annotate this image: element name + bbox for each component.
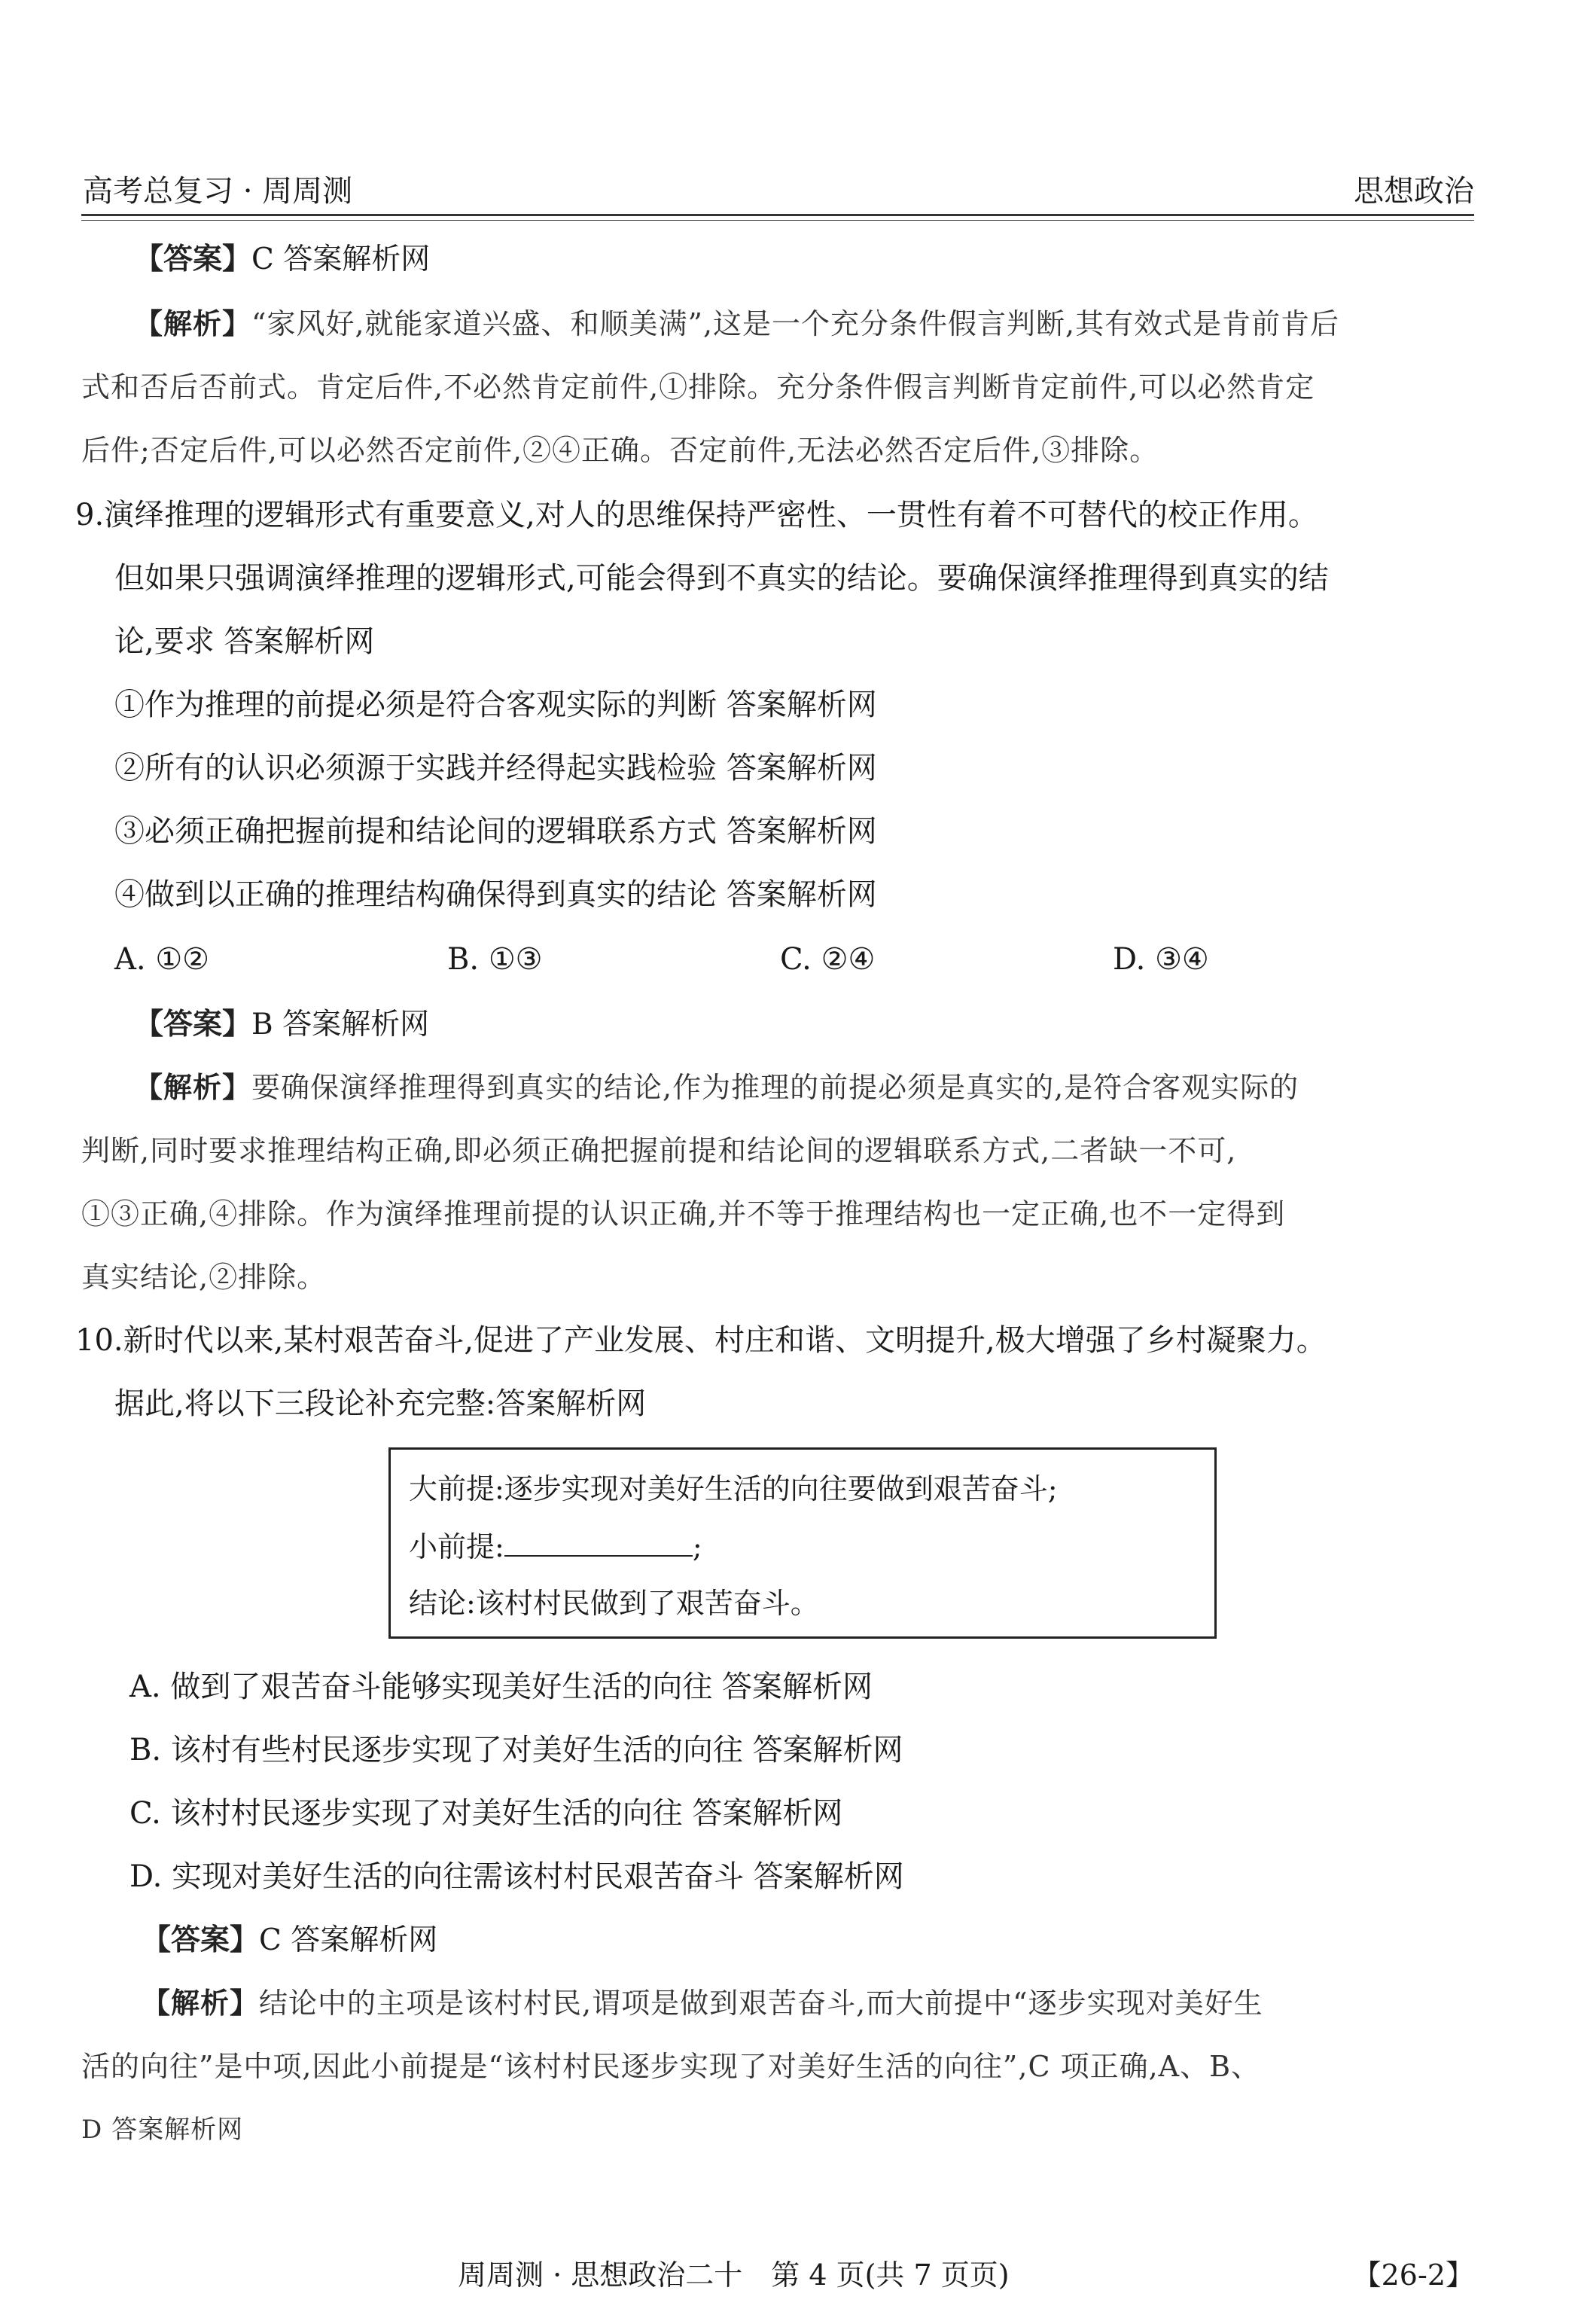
q8-explanation-line: 后件;否定后件,可以必然否定前件,②④正确。否定前件,无法必然否定后件,③排除。 bbox=[81, 434, 1159, 467]
blank-line bbox=[504, 1528, 693, 1557]
q9-option-d: D. ③④ bbox=[1113, 942, 1209, 977]
q8-explanation-line: 【解析】“家风好,就能家道兴盛、和顺美满”,这是一个充分条件假言判断,其有效式是肯前肯后 bbox=[134, 307, 1340, 340]
syllogism-box bbox=[388, 1447, 1217, 1639]
q9-item: ①作为推理的前提必须是符合客观实际的判断 答案解析网 bbox=[114, 688, 877, 722]
footer-page-info: 周周测 · 思想政治二十 第 4 页(共 7 页页) bbox=[458, 2258, 1010, 2292]
q9-stem-line: 但如果只强调演绎推理的逻辑形式,可能会得到不真实的结论。要确保演绎推理得到真实的结 bbox=[114, 561, 1329, 596]
answer-label: 【答案】 bbox=[134, 1007, 252, 1042]
answer-value: C 答案解析网 bbox=[251, 242, 431, 276]
answer-label: 【答案】 bbox=[142, 1923, 260, 1957]
q8-answer bbox=[134, 241, 430, 278]
conclusion: 结论:该村村民做到了艰苦奋斗。 bbox=[409, 1587, 819, 1620]
q9-explanation-line: ①③正确,④排除。作为演绎推理前提的认识正确,并不等于推理结构也一定正确,也不一定得到 bbox=[81, 1197, 1286, 1231]
q9-option-c: C. ②④ bbox=[780, 942, 876, 977]
q9-explanation-line: 判断,同时要求推理结构正确,即必须正确把握前提和结论间的逻辑联系方式,二者缺一不可, bbox=[81, 1134, 1237, 1167]
explanation-label: 【解析】 bbox=[134, 307, 252, 340]
q9-item: ③必须正确把握前提和结论间的逻辑联系方式 答案解析网 bbox=[114, 814, 877, 849]
q9-option-b: B. ①③ bbox=[447, 942, 543, 977]
question-number: 10. bbox=[75, 1323, 123, 1358]
q10-explanation-line: D 答案解析网 bbox=[81, 2115, 244, 2145]
major-premise: 大前提:逐步实现对美好生活的向往要做到艰苦奋斗; bbox=[409, 1472, 1058, 1505]
q9-item: ②所有的认识必须源于实践并经得起实践检验 答案解析网 bbox=[114, 751, 877, 785]
footer-code: 【26-2】 bbox=[1352, 2258, 1474, 2292]
question-number: 9. bbox=[75, 498, 105, 532]
q10-stem: 10.新时代以来,某村艰苦奋斗,促进了产业发展、村庄和谐、文明提升,极大增强了乡村凝聚力。 bbox=[75, 1323, 1327, 1358]
q10-explanation-line: 活的向往”是中项,因此小前提是“该村村民逐步实现了对美好生活的向往”,C 项正确,A、B、 bbox=[81, 2050, 1261, 2083]
header-rule-thin bbox=[81, 220, 1474, 221]
answer-value: C 答案解析网 bbox=[259, 1923, 438, 1957]
q9-item: ④做到以正确的推理结构确保得到真实的结论 答案解析网 bbox=[114, 877, 877, 912]
header-right: 思想政治 bbox=[1354, 174, 1474, 209]
q10-stem-line: 据此,将以下三段论补充完整:答案解析网 bbox=[114, 1386, 647, 1421]
explanation-label: 【解析】 bbox=[134, 1070, 252, 1104]
answer-value: B 答案解析网 bbox=[251, 1008, 430, 1042]
q9-stem: 9.演绎推理的逻辑形式有重要意义,对人的思维保持严密性、一贯性有着不可替代的校正作用。 bbox=[75, 498, 1318, 532]
header-left: 高考总复习 · 周周测 bbox=[83, 174, 353, 209]
explanation-label: 【解析】 bbox=[142, 1986, 260, 2020]
q10-option-c: C. 该村村民逐步实现了对美好生活的向往 答案解析网 bbox=[129, 1796, 843, 1831]
q8-explanation-line: 式和否后否前式。肯定后件,不必然肯定前件,①排除。充分条件假言判断肯定前件,可以必然肯定 bbox=[81, 371, 1315, 404]
q10-option-d: D. 实现对美好生活的向往需该村村民艰苦奋斗 答案解析网 bbox=[129, 1859, 904, 1894]
q10-option-a: A. 做到了艰苦奋斗能够实现美好生活的向往 答案解析网 bbox=[129, 1670, 873, 1704]
q10-answer bbox=[142, 1922, 437, 1959]
q9-option-a: A. ①② bbox=[114, 942, 210, 977]
q9-explanation-line: 真实结论,②排除。 bbox=[81, 1261, 327, 1294]
q10-explanation-line: 【解析】结论中的主项是该村村民,谓项是做到艰苦奋斗,而大前提中“逐步实现对美好生 bbox=[142, 1986, 1263, 2020]
header-rule bbox=[81, 214, 1474, 216]
q9-answer bbox=[134, 1006, 429, 1043]
q9-stem-line: 论,要求 答案解析网 bbox=[114, 624, 375, 659]
answer-label: 【答案】 bbox=[134, 242, 252, 276]
q9-explanation-line: 【解析】要确保演绎推理得到真实的结论,作为推理的前提必须是真实的,是符合客观实际的 bbox=[134, 1070, 1299, 1104]
q10-option-b: B. 该村有些村民逐步实现了对美好生活的向往 答案解析网 bbox=[129, 1733, 903, 1767]
minor-premise: 小前提: ; bbox=[409, 1528, 702, 1565]
